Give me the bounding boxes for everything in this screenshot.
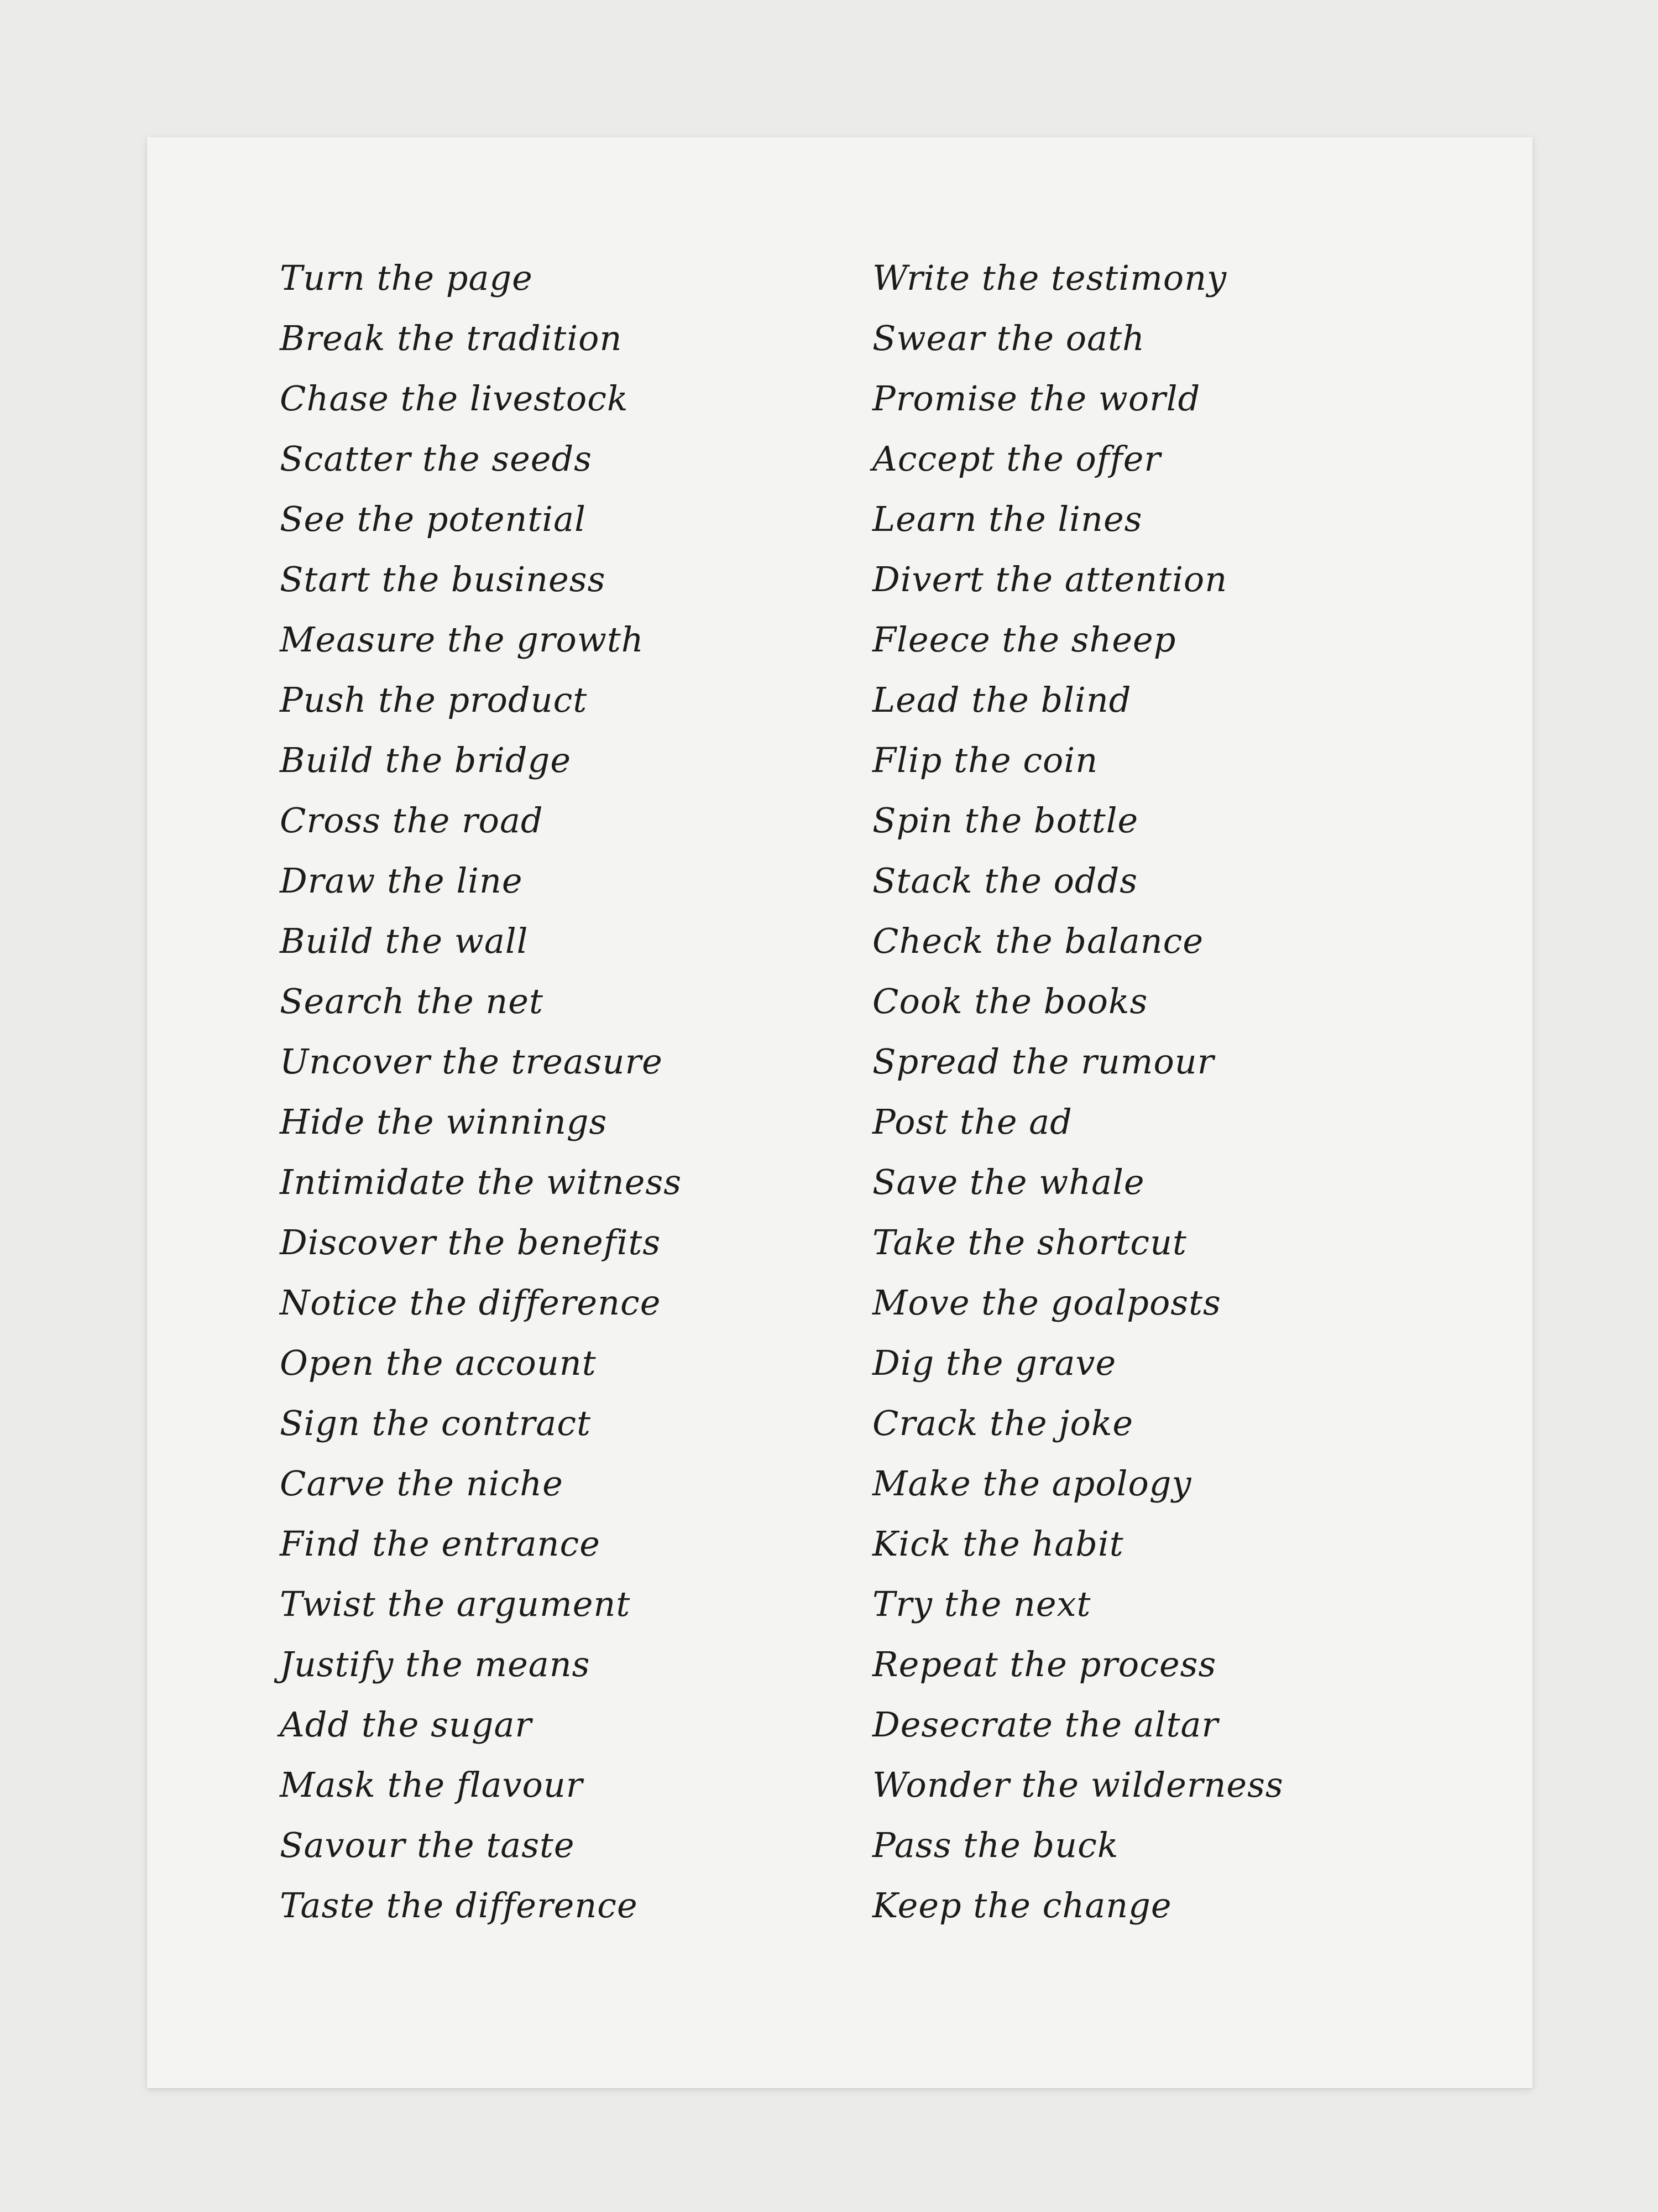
list-item: Turn the page	[280, 258, 533, 298]
list-item: Notice the difference	[280, 1282, 661, 1323]
list-item: Start the business	[280, 559, 606, 599]
list-item: Find the entrance	[280, 1524, 600, 1564]
list-item: Spread the rumour	[872, 1041, 1215, 1082]
list-item: Lead the blind	[872, 680, 1132, 720]
list-item: Stack the odds	[872, 860, 1138, 901]
list-item: Scatter the seeds	[280, 439, 592, 479]
list-item: Flip the coin	[872, 740, 1099, 780]
list-item: Pass the buck	[872, 1825, 1119, 1865]
list-item: Chase the livestock	[280, 378, 629, 419]
list-item: Check the balance	[872, 921, 1204, 961]
list-item: Repeat the process	[872, 1644, 1217, 1684]
list-item: Cross the road	[280, 800, 543, 841]
list-item: Build the bridge	[280, 740, 572, 780]
list-item: Mask the flavour	[280, 1765, 583, 1805]
list-item: Cook the books	[872, 981, 1148, 1021]
list-item: Fleece the sheep	[872, 619, 1176, 660]
list-item: Search the net	[280, 981, 543, 1021]
list-item: Keep the change	[872, 1885, 1172, 1926]
list-item: Push the product	[280, 680, 588, 720]
list-item: Try the next	[872, 1584, 1091, 1624]
list-item: Add the sugar	[280, 1704, 532, 1745]
list-item: Save the whale	[872, 1162, 1145, 1202]
list-item: Draw the line	[280, 860, 523, 901]
list-item: Discover the benefits	[280, 1222, 661, 1262]
list-item: Post the ad	[872, 1102, 1073, 1142]
list-item: Spin the bottle	[872, 800, 1139, 841]
list-item: Move the goalposts	[872, 1282, 1221, 1323]
list-item: Savour the taste	[280, 1825, 575, 1865]
list-item: Build the wall	[280, 921, 529, 961]
list-item: Justify the means	[280, 1644, 590, 1684]
list-item: Twist the argument	[280, 1584, 631, 1624]
list-item: Make the apology	[872, 1463, 1192, 1504]
list-item: Write the testimony	[872, 258, 1227, 298]
list-item: Take the shortcut	[872, 1222, 1187, 1262]
left-column	[280, 248, 682, 1936]
list-item: Swear the oath	[872, 318, 1145, 358]
list-item: Dig the grave	[872, 1343, 1117, 1383]
list-item: Carve the niche	[280, 1463, 563, 1504]
list-item: Hide the winnings	[280, 1102, 608, 1142]
list-item: Open the account	[280, 1343, 597, 1383]
list-item: Uncover the treasure	[280, 1041, 663, 1082]
list-item: Accept the offer	[872, 439, 1162, 479]
list-item: See the potential	[280, 499, 586, 539]
list-item: Taste the difference	[280, 1885, 638, 1926]
list-item: Intimidate the witness	[280, 1162, 682, 1202]
right-column	[872, 248, 1284, 1936]
list-item: Learn the lines	[872, 499, 1143, 539]
list-item: Divert the attention	[872, 559, 1228, 599]
list-item: Desecrate the altar	[872, 1704, 1219, 1745]
list-item: Kick the habit	[872, 1524, 1124, 1564]
list-item: Wonder the wilderness	[872, 1765, 1284, 1805]
paper-sheet	[147, 137, 1533, 2088]
list-item: Promise the world	[872, 378, 1201, 419]
list-item: Crack the joke	[872, 1403, 1134, 1443]
list-item: Measure the growth	[280, 619, 644, 660]
list-item: Sign the contract	[280, 1403, 592, 1443]
list-item: Break the tradition	[280, 318, 623, 358]
